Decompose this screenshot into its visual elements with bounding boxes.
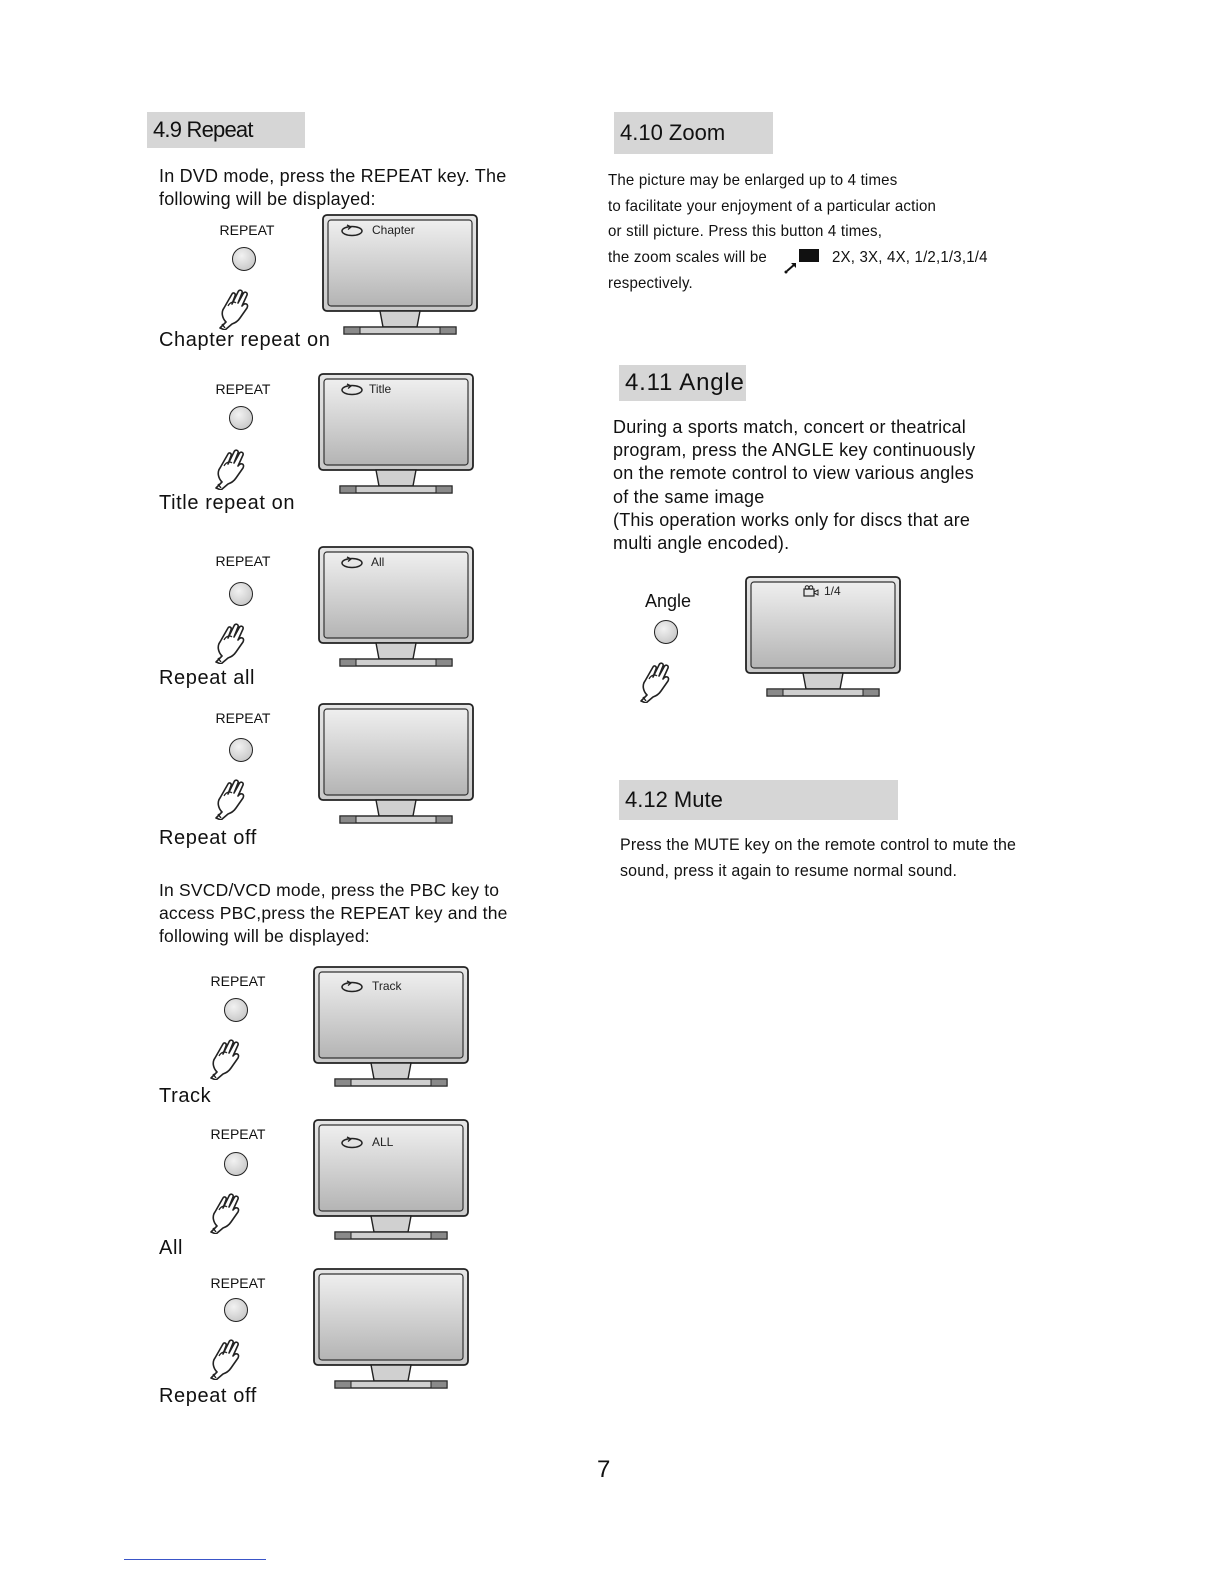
pressing-hand-icon: [212, 774, 246, 820]
zoom-line-4a: the zoom scales will be: [608, 249, 767, 266]
pressing-hand-icon: [207, 1188, 241, 1234]
zoom-line-3: or still picture. Press this button 4 times,: [608, 223, 883, 240]
repeat-button-icon: [224, 1152, 248, 1176]
repeat-key-label: REPEAT: [210, 973, 266, 989]
pressing-hand-icon: [212, 444, 246, 490]
repeat-key-label: REPEAT: [215, 381, 271, 397]
pressing-hand-icon: [212, 618, 246, 664]
tv-monitor-icon: [318, 703, 474, 827]
repeat-key-label: REPEAT: [215, 553, 271, 569]
angle-key-label: Angle: [645, 591, 692, 611]
pressing-hand-icon: [637, 657, 671, 703]
repeat-button-icon: [224, 1298, 248, 1322]
repeat-button-icon: [229, 738, 253, 762]
repeat-key-label: REPEAT: [210, 1275, 266, 1291]
step-caption: Repeat off: [159, 827, 257, 849]
zoom-line-2: to facilitate your enjoyment of a particular action: [608, 198, 937, 215]
angle-osd-text: 1/4: [824, 584, 841, 598]
step-caption: All: [159, 1237, 184, 1259]
step-caption: Title repeat on: [159, 492, 296, 514]
repeat-intro: In DVD mode, press the REPEAT key. The following will be displayed:: [159, 166, 507, 209]
repeat-key-label: REPEAT: [215, 710, 271, 726]
step-caption: Chapter repeat on: [159, 329, 331, 351]
repeat-osd-icon: [340, 555, 364, 569]
osd-text: Title: [369, 382, 392, 396]
vcd-intro: In SVCD/VCD mode, press the PBC key to access PBC,press the REPEAT key and the following will be displayed:: [159, 880, 508, 946]
pressing-hand-icon: [207, 1034, 241, 1080]
angle-heading: 4.11 Angle: [619, 365, 746, 401]
repeat-heading: 4.9 Repeat: [147, 112, 305, 148]
angle-body: During a sports match, concert or theatrical program, press the ANGLE key continuously on the remote control to view various angles of the same image (This operation works only for discs that are multi angle encoded).: [613, 417, 976, 554]
osd-text: All: [371, 555, 385, 569]
osd-text: Track: [372, 979, 402, 993]
mute-body: Press the MUTE key on the remote control to mute the sound, press it again to resume normal sound.: [620, 835, 1017, 880]
repeat-button-icon: [224, 998, 248, 1022]
zoom-line-4b: 2X, 3X, 4X, 1/2,1/3,1/4: [832, 249, 988, 266]
repeat-key-label: REPEAT: [210, 1126, 266, 1142]
mute-heading: 4.12 Mute: [619, 780, 898, 820]
osd-text: Chapter: [372, 223, 415, 237]
angle-button-icon: [654, 620, 678, 644]
step-caption: Track: [159, 1085, 212, 1107]
repeat-button-icon: [229, 406, 253, 430]
repeat-osd-icon: [340, 1135, 364, 1149]
page-number: 7: [597, 1456, 611, 1483]
zoom-line-5: respectively.: [608, 275, 693, 292]
pressing-hand-icon: [216, 284, 250, 330]
tv-monitor-icon: [745, 576, 901, 700]
zoom-line-1: The picture may be enlarged up to 4 times: [608, 172, 898, 189]
repeat-osd-icon: [340, 382, 364, 396]
repeat-osd-icon: [340, 979, 364, 993]
pressing-hand-icon: [207, 1334, 241, 1380]
zoom-icon: [783, 247, 823, 275]
step-caption: Repeat off: [159, 1385, 257, 1407]
step-caption: Repeat all: [159, 667, 256, 689]
camera-angle-icon: [803, 585, 819, 597]
footer-rule: [124, 1559, 266, 1560]
zoom-heading: 4.10 Zoom: [614, 112, 773, 154]
repeat-osd-icon: [340, 223, 364, 237]
repeat-button-icon: [229, 582, 253, 606]
repeat-button-icon: [232, 247, 256, 271]
repeat-key-label: REPEAT: [219, 222, 275, 238]
tv-monitor-icon: [313, 1268, 469, 1392]
osd-text: ALL: [372, 1135, 394, 1149]
